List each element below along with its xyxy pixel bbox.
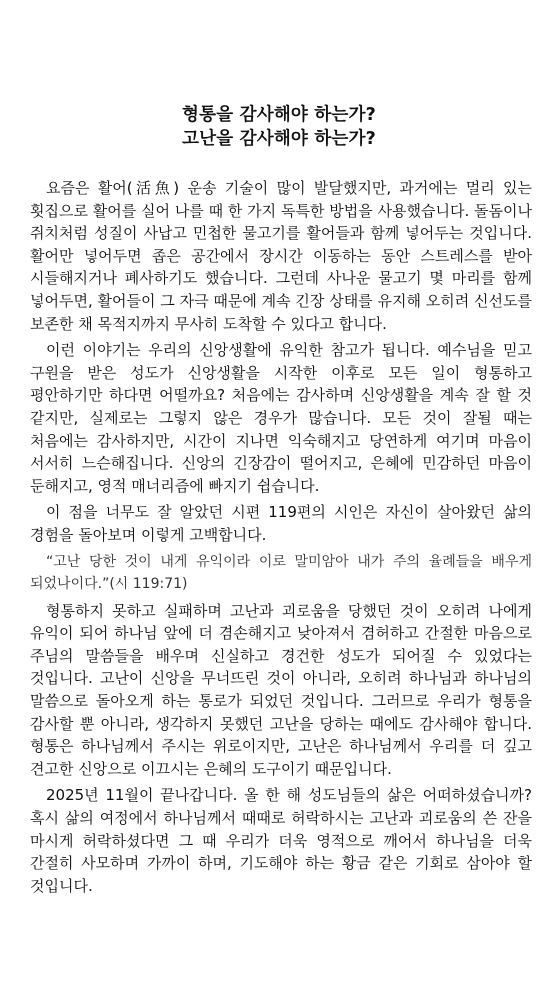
title-line-1: 형통을 감사해야 하는가?: [182, 105, 376, 125]
scripture-quote: “고난 당한 것이 내게 유익이라 이로 말미암아 내가 주의 율례들을 배우게 되었나이다.”(시 119:71): [30, 553, 532, 593]
title-line-2: 고난을 감사해야 하는가?: [182, 129, 376, 149]
paragraph-suffering-benefit: 형통하지 못하고 실패하며 고난과 괴로움을 당했던 것이 오히려 나에게 유익이 되어 하나님 앞에 더 겸손해지고 낮아져서 겸허하고 간절한 마음으로 주님의 말씀들을 배우며 신실하고 경건한 성도가 되어질 수 있었다는 것입니다. 고난이 신앙을 무너뜨린 것이 아니라, 오히려 하나님과 하나님의 말씀으로 돌아오게 하는 통로가 되었던 것입니다. 그러므로 우리가 형통을 감사할 뿐 아니라, 생각하지 못했던 고난을 당하는 때에도 감사해야 합니다. 형통은 하나님께서 주시는 위로이지만, 고난은 하나님께서 우리를 더 깊고 견고한 신앙으로 이끄시는 은혜의 도구이기 때문입니다.: [30, 601, 532, 778]
document-body: [30, 177, 532, 897]
paragraph-psalm-intro: 이 점을 너무도 잘 알았던 시편 119편의 시인은 자신이 살아왔던 삶의 경험을 돌아보며 이렇게 고백합니다.: [30, 503, 532, 544]
document-title: [0, 103, 558, 151]
paragraph-closing: 2025년 11월이 끝나갑니다. 올 한 해 성도님들의 삶은 어떠하셨습니까? 혹시 삶의 여정에서 하나님께서 때때로 허락하시는 고난과 괴로움의 쓴 잔을 마시게 허락하셨다면 그 때 우리가 더욱 영적으로 깨어서 하나님을 더욱 간절히 사모하며 가까이 하며, 기도해야 하는 황금 같은 기회로 삼아야 할 것입니다.: [30, 786, 532, 895]
paragraph-intro: 요즘은 활어(活魚) 운송 기술이 많이 발달했지만, 과거에는 멀리 있는 횟집으로 활어를 실어 나를 때 한 가지 독특한 방법을 사용했습니다. 돌돔이나 쥐치처럼 성질이 사납고 민첩한 물고기를 활어들과 함께 넣어두는 것입니다. 활어만 넣어두면 좁은 공간에서 장시간 이동하는 동안 스트레스를 받아 시들해지거나 폐사하기도 했습니다. 그런데 사나운 물고기 몇 마리를 함께 넣어두면, 활어들이 그 자극 때문에 계속 긴장 상태를 유지해 오히려 신선도를 보존한 채 목적지까지 무사히 도착할 수 있다고 합니다.: [30, 179, 532, 333]
paragraph-faith-life: 이런 이야기는 우리의 신앙생활에 유익한 참고가 됩니다. 예수님을 믿고 구원을 받은 성도가 신앙생활을 시작한 이후로 모든 일이 형통하고 평안하기만 하다면 어떨까요? 처음에는 감사하며 신앙생활을 계속 잘 할 것 같지만, 실제로는 그렇지 않은 경우가 많습니다. 모든 것이 잘될 때는 처음에는 감사하지만, 시간이 지나면 익숙해지고 당연하게 여기며 마음이 서서히 느슨해집니다. 신앙의 긴장감이 떨어지고, 은혜에 민감하던 마음이 둔해지고, 영적 매너리즘에 빠지기 쉽습니다.: [30, 341, 532, 495]
